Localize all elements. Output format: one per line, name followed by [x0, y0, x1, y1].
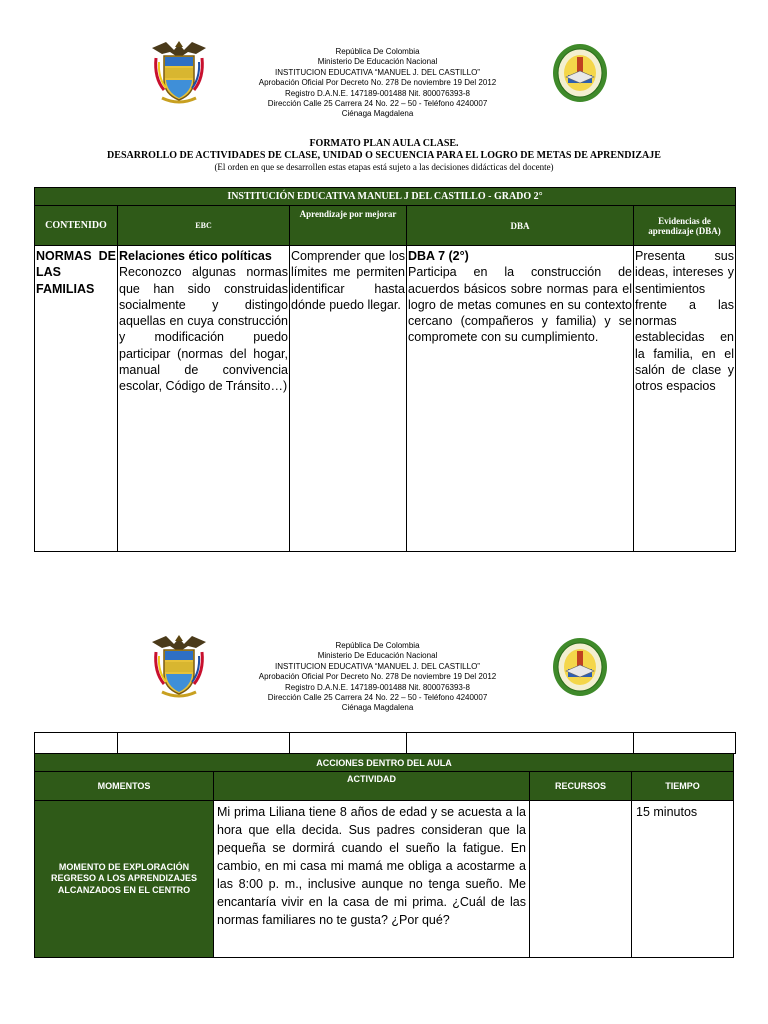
school-seal-icon [552, 637, 608, 697]
letterhead-line: Aprobación Oficial Por Decreto No. 278 De noviembre 19 Del 2012 [258, 78, 497, 88]
letterhead-line: Ciénaga Magdalena [341, 703, 414, 713]
formato-note: (El orden en que se desarrollen estas etapas está sujeto a las decisiones didácticas del docente) [214, 162, 554, 172]
letterhead-line: República De Colombia [335, 641, 420, 650]
empty-cell [35, 733, 118, 754]
ebc-cell [118, 246, 290, 552]
header-contenido: CONTENIDO [35, 206, 118, 246]
letterhead-line: Ministerio De Educación Nacional [317, 57, 438, 67]
school-seal-icon [552, 43, 608, 103]
momento-cell: MOMENTO DE EXPLORACIÓN REGRESO A LOS APRENDIZAJES ALCANZADOS EN EL CENTRO [35, 801, 214, 958]
letterhead-bottom [0, 632, 768, 724]
aprendizaje-cell: Comprender que los límites me permiten identificar hasta dónde puedo llegar. [290, 246, 407, 552]
institution-banner: INSTITUCIÓN EDUCATIVA MANUEL J DEL CASTILLO - GRADO 2° [35, 188, 736, 206]
dba-body: Participa en la construcción de acuerdos básicos sobre normas para el logro de metas comunes en su contexto cercano (compañeros y familia) y se compromete con su cumplimiento. [408, 265, 632, 345]
letterhead-text [230, 47, 525, 120]
header-ebc: EBC [118, 206, 290, 246]
header-momentos: MOMENTOS [35, 772, 214, 801]
colombia-coat-of-arms-icon [148, 632, 210, 702]
dba-cell [407, 246, 634, 552]
evidencias-cell: Presenta sus ideas, intereses y sentimientos frente a las normas establecidas en la familia, en el salón de clase y otros espacios [634, 246, 736, 552]
dba-title: DBA 7 (2°) [408, 249, 469, 263]
letterhead-text [230, 641, 525, 714]
letterhead-line: Dirección Calle 25 Carrera 24 No. 22 – 50 - Teléfono 4240007 [267, 99, 488, 109]
actividad-cell: Mi prima Liliana tiene 8 años de edad y se acuesta a la hora que ella decida. Sus padres consideran que la pequeña se dormirá cuando el sueño la fatigue. En cambio, en mi casa mi mamá me obliga a acostarme a las 8:00 p. m., inclusive aunque no tenga sueño. Me encantaría vivir en la casa de mi prima. ¿Cuál de las normas familiares no te gusta? ¿Por qué? [214, 801, 530, 958]
letterhead-line: Dirección Calle 25 Carrera 24 No. 22 – 50 - Teléfono 4240007 [267, 693, 488, 703]
empty-cell [407, 733, 634, 754]
empty-cell [118, 733, 290, 754]
header-tiempo: TIEMPO [632, 772, 734, 801]
formato-title: FORMATO PLAN AULA CLASE. [309, 138, 459, 149]
empty-cell [290, 733, 407, 754]
ebc-body: Reconozco algunas normas que han sido construidas socialmente y distingo aquellas en cuya construcción y modificación puedo participar (normas del hogar, manual de convivencia escolar, Código de Tránsito…) [119, 265, 288, 394]
header-dba: DBA [407, 206, 634, 246]
plan-table [34, 187, 736, 552]
empty-cell [634, 733, 736, 754]
acciones-banner: ACCIONES DENTRO DEL AULA [35, 754, 734, 772]
letterhead-line: Registro D.A.N.E. 147189-001488 Nit. 800076393-8 [284, 88, 470, 98]
header-actividad: ACTIVIDAD [214, 772, 530, 801]
letterhead-line: INSTITUCION EDUCATIVA “MANUEL J. DEL CASTILLO” [275, 661, 480, 671]
tiempo-cell: 15 minutos [632, 801, 734, 958]
letterhead-top [0, 38, 768, 130]
letterhead-line: Ministerio De Educación Nacional [317, 651, 438, 661]
contenido-cell: NORMAS DE LAS FAMILIAS [35, 246, 118, 552]
acciones-table [34, 753, 734, 958]
ebc-title: Relaciones ético políticas [119, 249, 272, 263]
plan-table-continuation [34, 732, 736, 754]
letterhead-line: Aprobación Oficial Por Decreto No. 278 De noviembre 19 Del 2012 [258, 672, 497, 682]
header-aprendizaje: Aprendizaje por mejorar [290, 206, 407, 246]
formato-subtitle: DESARROLLO DE ACTIVIDADES DE CLASE, UNIDAD O SECUENCIA PARA EL LOGRO DE METAS DE APRENDIZAJE [107, 150, 661, 161]
colombia-coat-of-arms-icon [148, 38, 210, 108]
letterhead-line: Ciénaga Magdalena [341, 109, 414, 119]
letterhead-line: Registro D.A.N.E. 147189-001488 Nit. 800076393-8 [284, 682, 470, 692]
header-evidencias: Evidencias de aprendizaje (DBA) [634, 206, 736, 246]
formato-header [0, 138, 768, 173]
recursos-cell [530, 801, 632, 958]
letterhead-line: INSTITUCION EDUCATIVA “MANUEL J. DEL CASTILLO” [275, 67, 480, 77]
header-recursos: RECURSOS [530, 772, 632, 801]
letterhead-line: República De Colombia [335, 47, 420, 56]
